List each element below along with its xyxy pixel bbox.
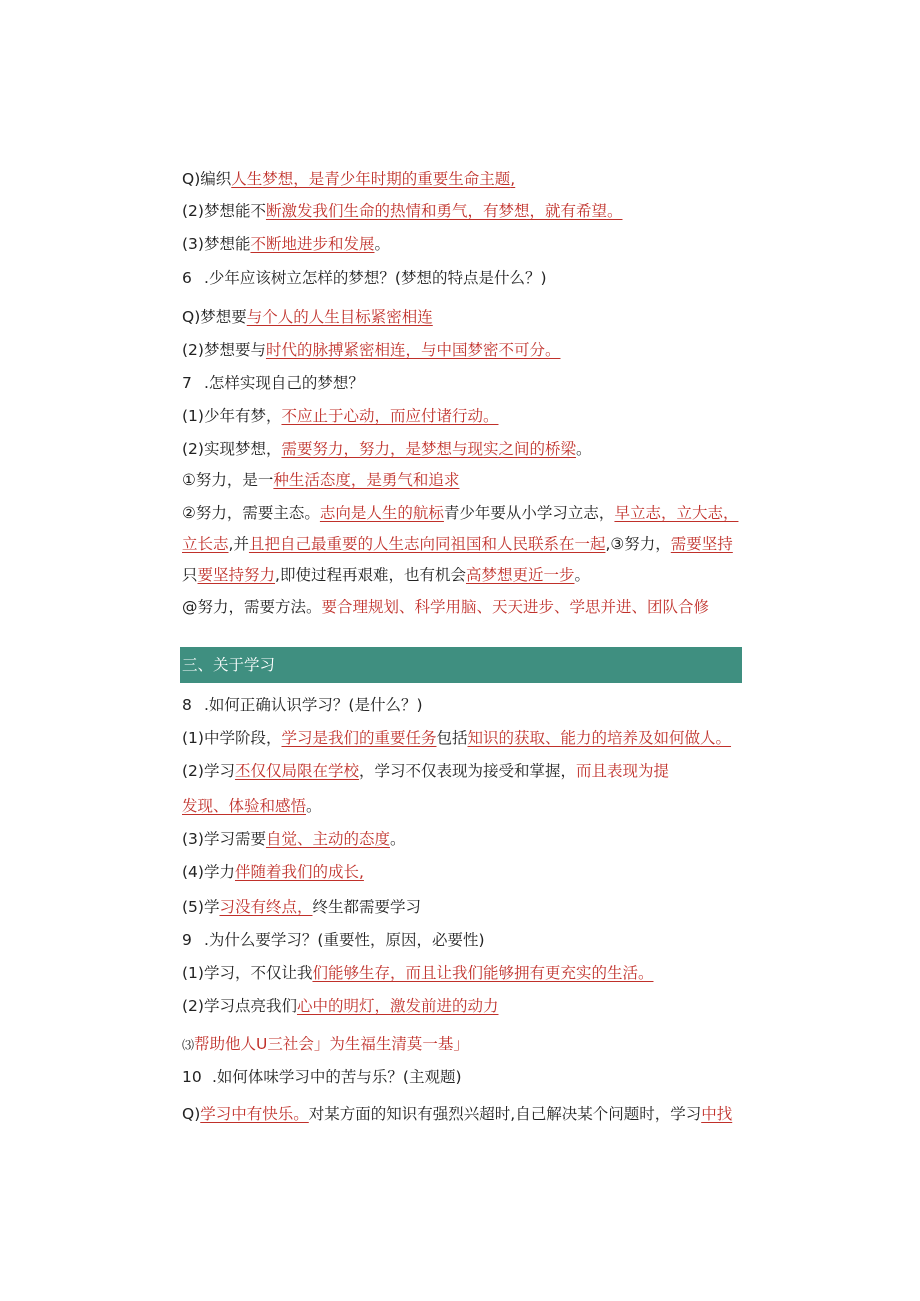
line-11: 只要坚持努力,即使过程再艰难，也有机会高梦想更近一步。 [182,566,590,584]
line-4: Q)梦想要与个人的人生目标紧密相连 [182,308,433,326]
line-6: (1)少年有梦，不应止于心动，而应付诸行动。 [182,407,499,425]
line-19: (1)学习，不仅让我们能够生存，而且让我们能够拥有更充实的生活。 [182,964,654,982]
line-8: ①努力，是一种生活态度，是勇气和追求 [182,471,460,489]
line-22: Q)学习中有快乐。对某方面的知识有强烈兴超时,自己解决某个问题时，学习中找 [182,1105,733,1123]
line-10: 立长志,并且把自己最重要的人生志向同祖国和人民联系在一起,③努力，需要坚持 [182,535,733,553]
line-16: (3)学习需要自觉、主动的态度。 [182,830,406,848]
question-6: 6 .少年应该树立怎样的梦想？(梦想的特点是什么？) [182,269,547,287]
line-2: (2)梦想能不断激发我们生命的热情和勇气，有梦想，就有希望。 [182,202,623,220]
line-14: (2)学习丕仅仅局限在学校，学习不仅表现为接受和掌握，而且表现为提 [182,762,670,780]
line-1: Q)编织人生梦想，是青少年时期的重要生命主题, [182,170,516,188]
line-9: ②努力，需要主态。志向是人生的航标青少年要从小学习立志，早立志，立大志， [182,504,739,522]
section-heading-learning: 三、关于学习 [180,647,742,683]
line-15: 发现、体验和感悟。 [182,797,322,815]
line-21: ⑶帮助他人U三社会」为生福生清莫一基」 [182,1035,469,1053]
line-5: (2)梦想要与时代的脉搏紧密相连，与中国梦密不可分。 [182,341,561,359]
line-18: (5)学习没有终点，终生都需要学习 [182,898,421,916]
line-20: (2)学习点亮我们心中的明灯，激发前进的动力 [182,997,499,1015]
line-17: (4)学力伴随着我们的成长, [182,863,364,881]
line-7: (2)实现梦想，需要努力，努力，是梦想与现实之间的桥梁。 [182,440,592,458]
question-9: 9 .为什么要学习？(重要性，原因，必要性) [182,931,485,949]
question-7: 7 .怎样实现自己的梦想？ [182,374,364,392]
question-10: 10 .如何体味学习中的苦与乐？(主观题) [182,1068,462,1086]
line-13: (1)中学阶段，学习是我们的重要任务包括知识的获取、能力的培养及如何做人。 [182,729,732,747]
line-12: @努力，需要方法。要合理规划、科学用脑、天天进步、学思并进、团队合修 [182,598,710,616]
question-8: 8 .如何正确认识学习？(是什么？) [182,696,423,714]
line-3: (3)梦想能不断地进步和发展。 [182,235,390,253]
